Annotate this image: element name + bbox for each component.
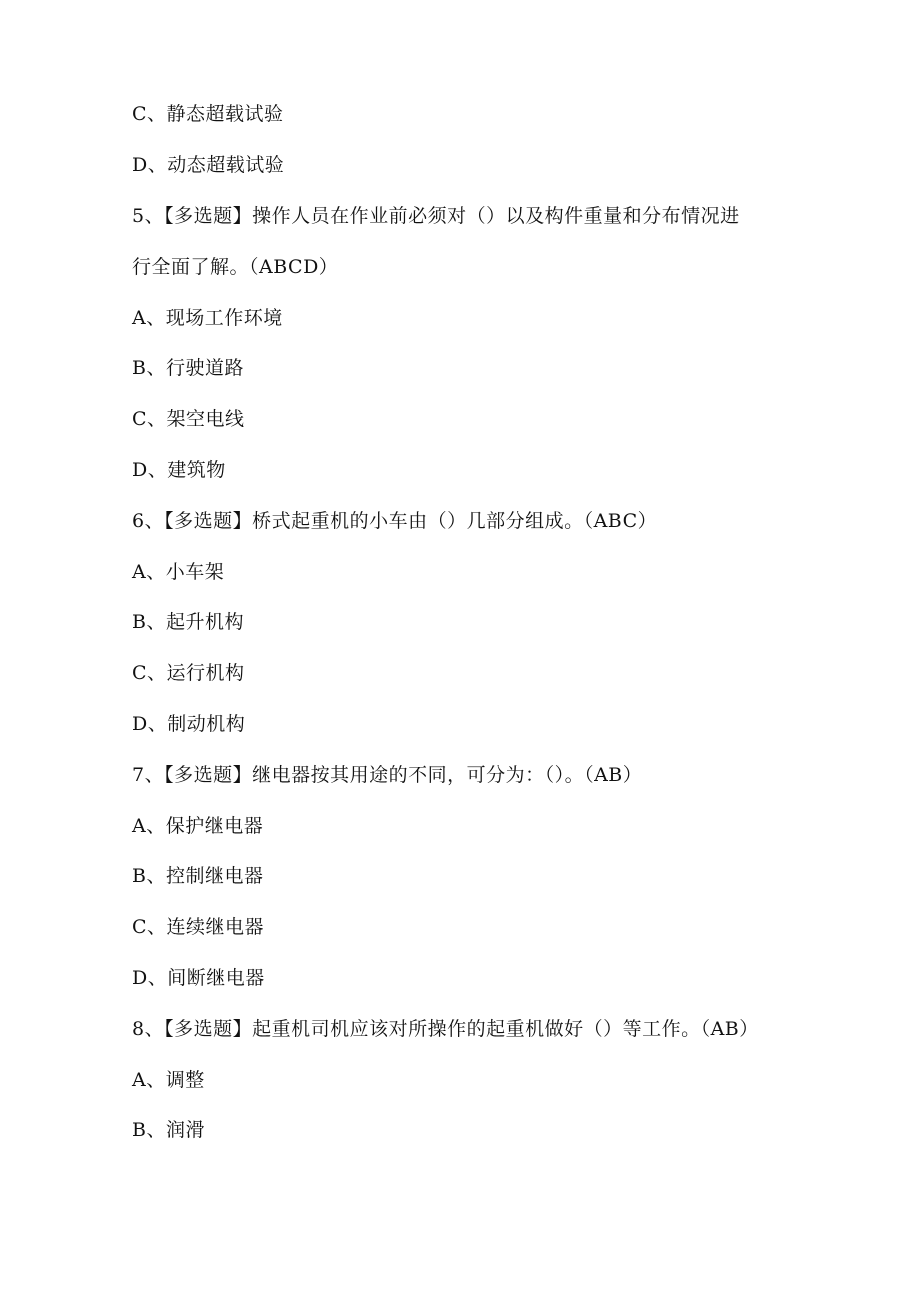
question-7: 7、【多选题】继电器按其用途的不同，可分为：（）。（AB） bbox=[132, 764, 643, 786]
option-c-q7: C、连续继电器 bbox=[132, 916, 265, 938]
option-a-q8: A、调整 bbox=[132, 1069, 205, 1091]
option-c-q6: C、运行机构 bbox=[132, 662, 245, 684]
question-6: 6、【多选题】桥式起重机的小车由（）几部分组成。（ABC） bbox=[132, 510, 658, 532]
option-b-q8: B、润滑 bbox=[132, 1119, 205, 1141]
option-c-q4: C、静态超载试验 bbox=[132, 103, 284, 125]
question-8: 8、【多选题】起重机司机应该对所操作的起重机做好（）等工作。（AB） bbox=[132, 1018, 759, 1040]
option-b-q7: B、控制继电器 bbox=[132, 865, 264, 887]
question-5-line-2: 行全面了解。（ABCD） bbox=[132, 256, 339, 278]
option-a-q6: A、小车架 bbox=[132, 561, 225, 583]
option-d-q6: D、制动机构 bbox=[132, 713, 246, 735]
option-d-q5: D、建筑物 bbox=[132, 459, 226, 481]
option-c-q5: C、架空电线 bbox=[132, 408, 245, 430]
question-5-line-1: 5、【多选题】操作人员在作业前必须对（）以及构件重量和分布情况进 bbox=[132, 205, 740, 227]
option-d-q4: D、动态超载试验 bbox=[132, 154, 285, 176]
option-a-q7: A、保护继电器 bbox=[132, 815, 264, 837]
option-d-q7: D、间断继电器 bbox=[132, 967, 265, 989]
option-a-q5: A、现场工作环境 bbox=[132, 307, 283, 329]
option-b-q6: B、起升机构 bbox=[132, 611, 244, 633]
option-b-q5: B、行驶道路 bbox=[132, 357, 244, 379]
